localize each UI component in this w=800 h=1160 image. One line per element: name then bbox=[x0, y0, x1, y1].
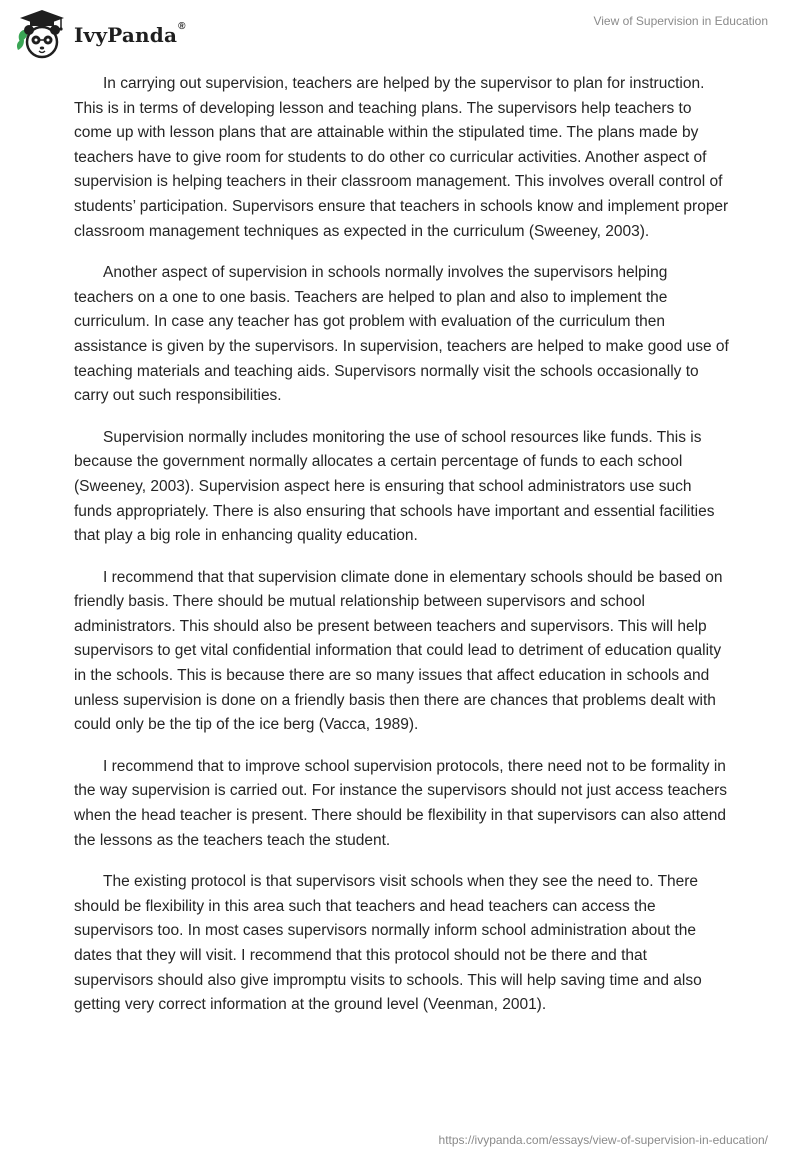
registered-mark: ® bbox=[178, 21, 186, 32]
ivypanda-logo[interactable] bbox=[14, 6, 186, 62]
brand-name bbox=[74, 23, 186, 47]
paragraph: Supervision normally includes monitoring the use of school resources like funds. This is because the government normally allocates a certain percentage of funds to each school (Sweeney, 2003). Supervision aspect here is ensuring that school administrators use such funds appropriately. There is also ensuring that schools have important and essential facilities that play a big role in enhancing quality education. bbox=[74, 428, 715, 545]
paragraph: I recommend that that supervision climate done in elementary schools should be based on friendly basis. There should be mutual relationship between supervisors and school administrators. This should also be present between teachers and supervisors. This will help supervisors to get vital confidential information that could lead to detriment of education quality in the schools. This is because there are so many issues that affect education in schools and unless supervision is done on a friendly basis then there are chances that problems dealt with could only be the tip of the ice berg (Vacca, 1989). bbox=[74, 568, 723, 734]
page-header bbox=[0, 0, 800, 70]
source-url-link[interactable]: https://ivypanda.com/essays/view-of-supervision-in-education/ bbox=[438, 1133, 768, 1147]
essay-body bbox=[74, 72, 730, 1035]
paragraph: I recommend that to improve school supervision protocols, there need not to be formality in the way supervision is carried out. For instance the supervisors should not just access teachers when the head teacher is present. There should be flexibility in that supervisors can also attend the lessons as the teachers teach the student. bbox=[74, 757, 728, 849]
panda-graduate-icon bbox=[14, 6, 70, 62]
paragraph: The existing protocol is that supervisors visit schools when they see the need to. There should be flexibility in this area such that teachers and head teachers can access the supervisors too. In most cases supervisors normally inform school administration about the dates that they will visit. I recommend that this protocol should not be there and that supervisors should also give impromptu visits to schools. This will help saving time and also getting very correct information at the ground level (Veenman, 2001). bbox=[74, 873, 702, 1014]
paragraph: In carrying out supervision, teachers are helped by the supervisor to plan for instruction. This is in terms of developing lesson and teaching plans. The supervisors help teachers to come up with lesson plans that are attainable within the stipulated time. The plans made by teachers have to give room for students to do other co curricular activities. Another aspect of supervision is helping teachers in their classroom management. This involves overall control of students’ participation. Supervisors ensure that teachers in schools know and implement proper classroom management techniques as expected in the curriculum (Sweeney, 2003). bbox=[74, 75, 729, 240]
document-title: View of Supervision in Education bbox=[593, 14, 768, 28]
brand-name-text: IvyPanda bbox=[74, 23, 178, 47]
paragraph: Another aspect of supervision in schools normally involves the supervisors helping teachers on a one to one basis. Teachers are helped to plan and also to implement the curriculum. In case any teacher has got problem with evaluation of the curriculum then assistance is given by the supervisors. In supervision, teachers are helped to make good use of teaching materials and teaching aids. Supervisors normally visit the schools occasionally to carry out such responsibilities. bbox=[74, 264, 729, 405]
